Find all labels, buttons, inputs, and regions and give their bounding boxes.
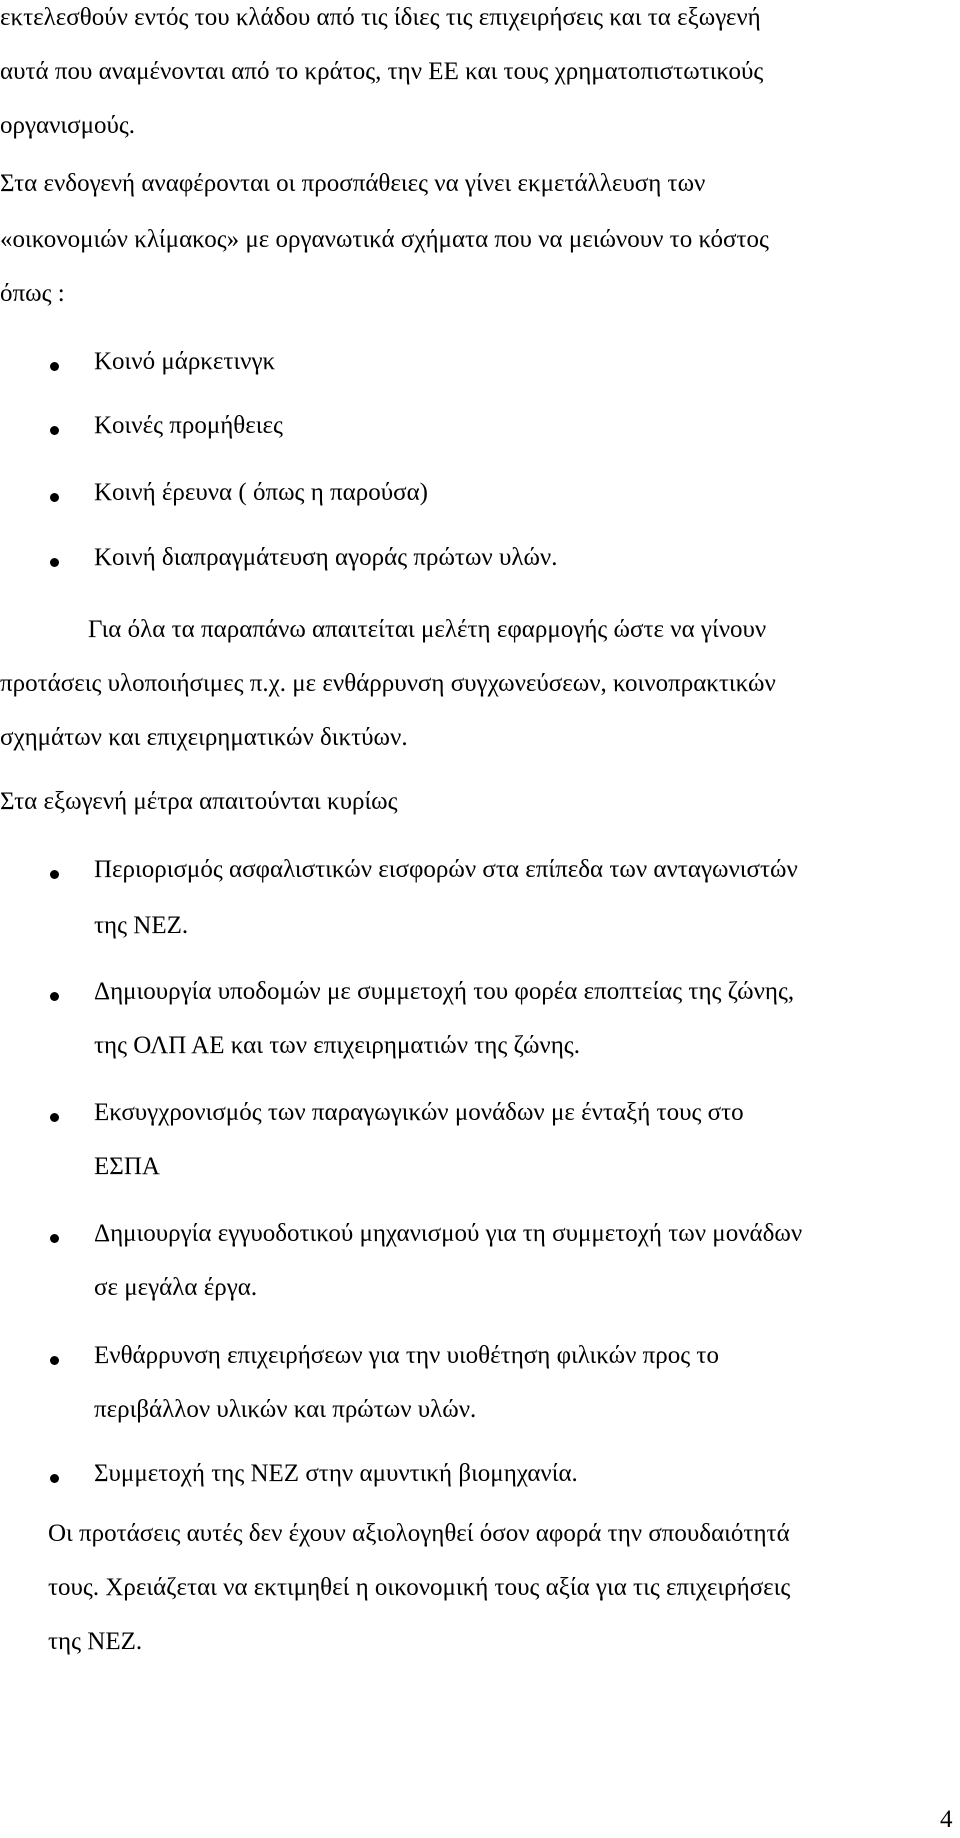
- list-item-text-cont: ΕΣΠΑ: [94, 1153, 160, 1180]
- bullet-dot-icon: [50, 1356, 59, 1365]
- list-item-text: Κοινό μάρκετινγκ: [94, 348, 276, 375]
- intro-line-2: αυτά που αναμένονται από το κράτος, την ΕΕ και τους χρηματοπιστωτικούς: [0, 58, 764, 85]
- list-item-text: Περιορισμός ασφαλιστικών εισφορών στα επίπεδα των ανταγωνιστών: [94, 856, 798, 883]
- list-item-text: Κοινές προμήθειες: [94, 412, 283, 439]
- study-line-2: προτάσεις υλοποιήσιμες π.χ. με ενθάρρυνση συγχωνεύσεων, κοινοπρακτικών: [0, 670, 776, 697]
- bullet-dot-icon: [50, 992, 59, 1001]
- bullet-dot-icon: [50, 558, 59, 567]
- list-item-text-cont: σε μεγάλα έργα.: [94, 1274, 258, 1301]
- list-item-text: Δημιουργία εγγυοδοτικού μηχανισμού για τη συμμετοχή των μονάδων: [94, 1220, 803, 1247]
- conclusion-line-2: τους. Χρειάζεται να εκτιμηθεί η οικονομική τους αξία για τις επιχειρήσεις: [48, 1574, 791, 1601]
- list-item-text-cont: περιβάλλον υλικών και πρώτων υλών.: [94, 1396, 477, 1423]
- list-item-text: Ενθάρρυνση επιχειρήσεων για την υιοθέτηση φιλικών προς το: [94, 1342, 719, 1369]
- list-item-text: Κοινή διαπραγμάτευση αγοράς πρώτων υλών.: [94, 544, 558, 571]
- bullet-dot-icon: [50, 1234, 59, 1243]
- endogenous-line-1: Στα ενδογενή αναφέρονται οι προσπάθειες να γίνει εκμετάλλευση των: [0, 170, 706, 197]
- list-item-text: Δημιουργία υποδομών με συμμετοχή του φορέα εποπτείας της ζώνης,: [94, 978, 795, 1005]
- bullet-dot-icon: [50, 493, 59, 502]
- intro-line-1: εκτελεσθούν εντός του κλάδου από τις ίδιες τις επιχειρήσεις και τα εξωγενή: [0, 4, 761, 31]
- list-item-text: Συμμετοχή της ΝΕΖ στην αμυντική βιομηχανία.: [94, 1460, 578, 1487]
- list-item-text-cont: της ΝΕΖ.: [94, 912, 189, 939]
- list-item-text: Κοινή έρευνα ( όπως η παρούσα): [94, 479, 429, 506]
- endogenous-line-3: όπως :: [0, 280, 65, 307]
- list-item-text: Εκσυγχρονισμός των παραγωγικών μονάδων με ένταξή τους στο: [94, 1099, 744, 1126]
- exogenous-intro: Στα εξωγενή μέτρα απαιτούνται κυρίως: [0, 788, 398, 815]
- bullet-dot-icon: [50, 1113, 59, 1122]
- bullet-dot-icon: [50, 362, 59, 371]
- list-item-text-cont: της ΟΛΠ ΑΕ και των επιχειρηματιών της ζώνης.: [94, 1032, 580, 1059]
- bullet-dot-icon: [50, 1474, 59, 1483]
- bullet-dot-icon: [50, 426, 59, 435]
- study-line-3: σχημάτων και επιχειρηματικών δικτύων.: [0, 724, 408, 751]
- page-number: 4: [940, 1806, 953, 1833]
- intro-line-3: οργανισμούς.: [0, 112, 136, 139]
- endogenous-line-2: «οικονομιών κλίμακος» με οργανωτικά σχήματα που να μειώνουν το κόστος: [0, 226, 769, 253]
- study-line-1: Για όλα τα παραπάνω απαιτείται μελέτη εφαρμογής ώστε να γίνουν: [88, 616, 767, 643]
- bullet-dot-icon: [50, 870, 59, 879]
- conclusion-line-1: Οι προτάσεις αυτές δεν έχουν αξιολογηθεί όσον αφορά την σπουδαιότητά: [48, 1520, 790, 1547]
- conclusion-line-3: της ΝΕΖ.: [48, 1628, 143, 1655]
